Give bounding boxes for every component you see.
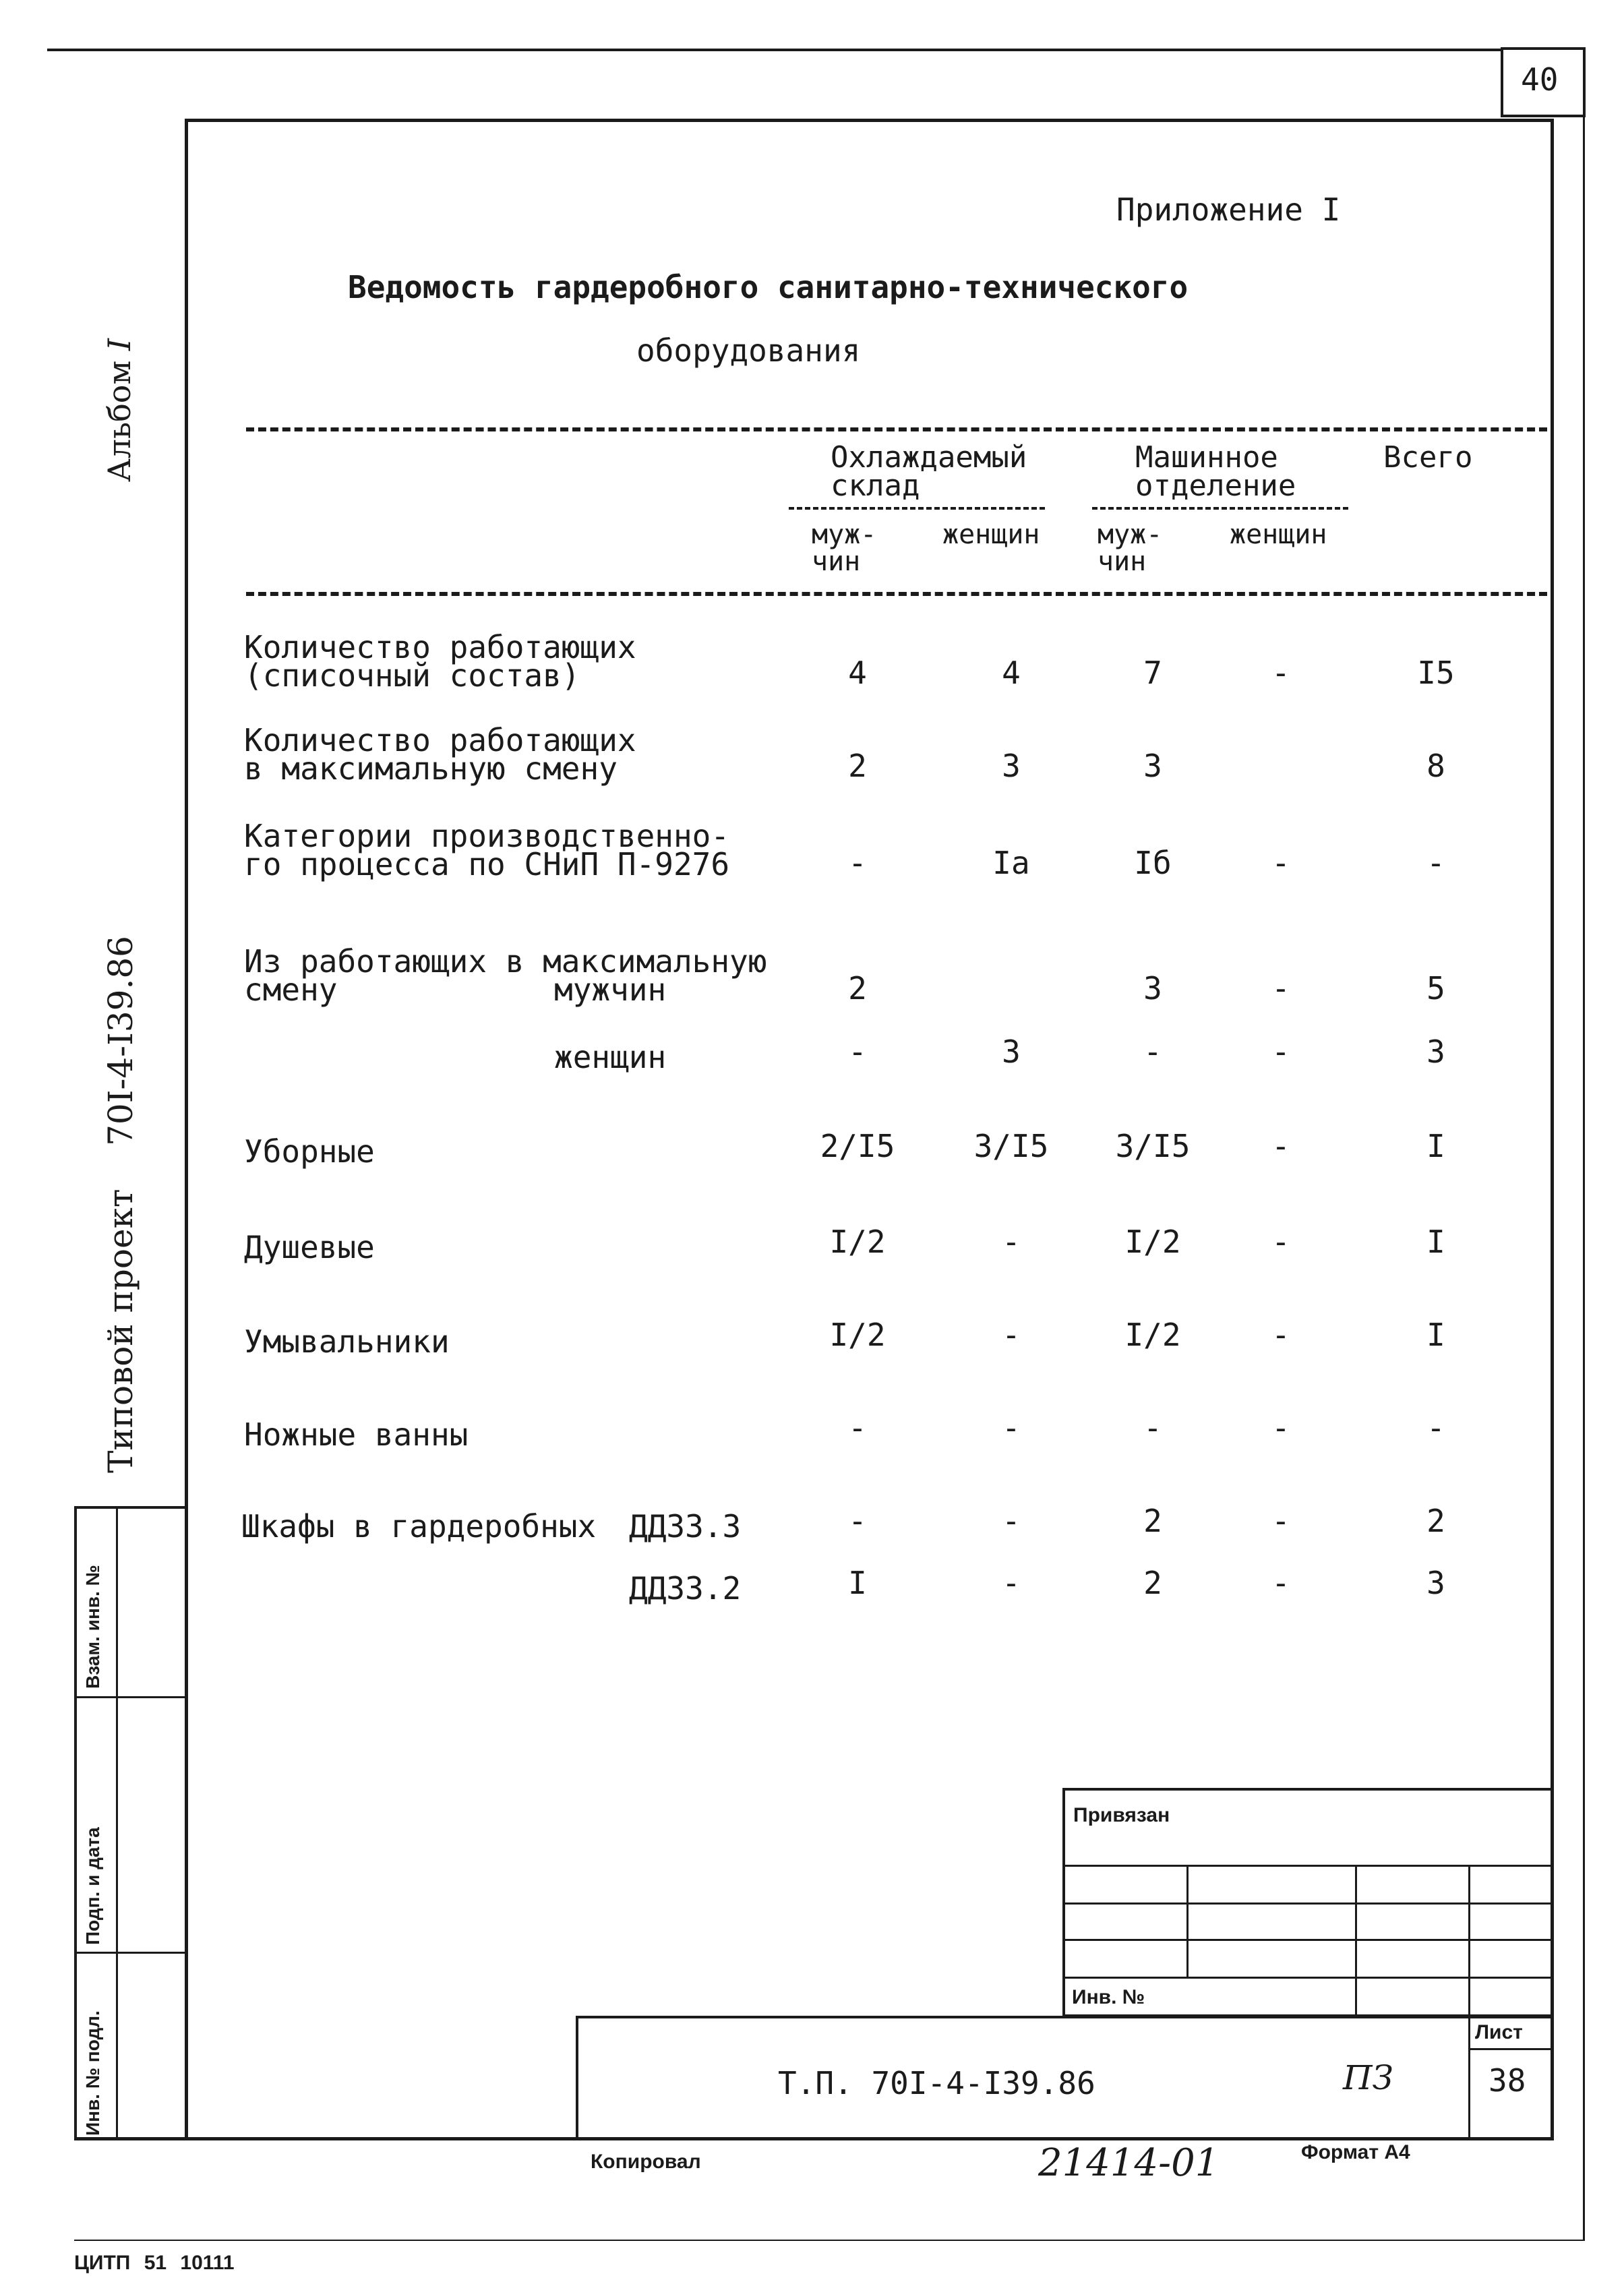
row-label-washbasins: Умывальники	[244, 1323, 450, 1360]
format-label: Формат А4	[1301, 2141, 1410, 2163]
vzam-inv-label: Взам. инв. №	[82, 1565, 103, 1689]
table-cell: 3	[1143, 748, 1162, 784]
inv-podl-label: Инв. № подл.	[82, 2010, 103, 2136]
table-cell: 2/I5	[820, 1128, 895, 1164]
side-stamp-row2	[74, 1952, 187, 1954]
table-cell: I/2	[1124, 1317, 1181, 1353]
row-label-workers-shift: Количество работающих в максимальную смену	[244, 722, 636, 787]
group2-underline	[1092, 507, 1348, 510]
table-cell: 5	[1426, 970, 1445, 1007]
row-label-shift-women: женщин	[554, 1039, 667, 1075]
table-cell: I	[1426, 1317, 1445, 1353]
table-cell: 3	[1426, 1033, 1445, 1070]
row-label-lockers: Шкафы в гардеробных ДДЗЗ.З	[241, 1508, 742, 1545]
top-rule	[47, 49, 1503, 51]
row-label-showers: Душевые	[244, 1229, 375, 1265]
table-cell: 3	[1002, 1033, 1021, 1070]
side-stamp-divider	[116, 1506, 118, 2140]
table-cell: -	[848, 1503, 867, 1539]
designation: Т.П. 70I-4-I39.86	[778, 2065, 1095, 2101]
table-cell: 3	[1143, 970, 1162, 1007]
group2-header: Машинное отделение	[1135, 440, 1296, 503]
table-cell: I	[1426, 1224, 1445, 1260]
men-header-2: муж- чин	[1097, 519, 1163, 577]
appendix-label: Приложение I	[1116, 191, 1341, 228]
row-label-workers-total: Количество работающих (списочный состав)	[244, 629, 636, 694]
table-cell: 4	[1002, 655, 1021, 691]
row-label-category: Категории производственно- го процесса по СНиП П-9276	[244, 818, 730, 882]
table-cell: 4	[848, 655, 867, 691]
privyazan-row1	[1062, 1865, 1552, 1867]
privyazan-col1	[1186, 1865, 1189, 1978]
table-cell: I/2	[829, 1224, 886, 1260]
group1-underline	[789, 507, 1045, 510]
table-cell: -	[1271, 845, 1290, 881]
table-cell: -	[1271, 655, 1290, 691]
table-cell: 2	[1426, 1503, 1445, 1539]
org-code: ЦИТП 51 10111	[74, 2252, 235, 2274]
table-cell: I/2	[829, 1317, 886, 1353]
privyazan-row3	[1062, 1939, 1552, 1941]
handwritten-number: 21414-01	[1038, 2141, 1220, 2185]
project-label: Типовой проект 70I-4-I39.86	[101, 936, 140, 1473]
row-label-footbaths: Ножные ванны	[244, 1416, 469, 1453]
section-code: ПЗ	[1343, 2058, 1393, 2097]
row-label-lockers-2: ДДЗЗ.2	[629, 1570, 742, 1607]
table-cell: 7	[1143, 655, 1162, 691]
table-cell: -	[1271, 1033, 1290, 1070]
women-header-1: женщин	[942, 519, 1040, 550]
title-line1: Ведомость гардеробного санитарно-технического	[348, 269, 1189, 305]
women-header-2: женщин	[1230, 519, 1327, 550]
row-label-toilets: Уборные	[244, 1133, 375, 1170]
table-cell: -	[1002, 1410, 1021, 1446]
table-cell: 2	[1143, 1565, 1162, 1601]
table-cell: -	[1426, 1410, 1445, 1446]
table-cell: 3/I5	[973, 1128, 1049, 1164]
privyazan-col3	[1468, 1865, 1470, 2017]
table-cell: -	[1143, 1410, 1162, 1446]
table-cell: 2	[1143, 1503, 1162, 1539]
table-cell: Iа	[992, 845, 1030, 881]
page-number: 40	[1521, 61, 1559, 98]
table-cell: -	[1271, 970, 1290, 1007]
table-cell: I/2	[1124, 1224, 1181, 1260]
table-cell: -	[848, 845, 867, 881]
table-cell: 3/I5	[1115, 1128, 1191, 1164]
copied-label: Копировал	[591, 2151, 701, 2173]
table-cell: I	[848, 1565, 867, 1601]
table-cell: -	[1143, 1033, 1162, 1070]
row-label-shift-men: Из работающих в максимальную смену мужчин	[244, 943, 767, 1008]
table-cell: I5	[1417, 655, 1455, 691]
group1-header: Охлаждаемый склад	[831, 440, 1027, 503]
inv-no-label: Инв. №	[1072, 1986, 1145, 2008]
table-cell: -	[1271, 1410, 1290, 1446]
table-cell: -	[1002, 1503, 1021, 1539]
table-cell: I	[1426, 1128, 1445, 1164]
table-cell: -	[1002, 1565, 1021, 1601]
sheet-label: Лист	[1475, 2021, 1523, 2043]
sheet-number: 38	[1488, 2062, 1526, 2099]
table-cell: -	[1271, 1224, 1290, 1260]
table-cell: 2	[848, 748, 867, 784]
table-header-rule	[246, 592, 1547, 596]
sheet-col-divider	[1468, 2016, 1470, 2140]
outer-right-edge	[1583, 117, 1585, 2241]
men-header-1: муж- чин	[812, 519, 877, 577]
frame-top	[185, 119, 1553, 122]
table-cell: -	[1271, 1128, 1290, 1164]
table-cell: -	[1271, 1503, 1290, 1539]
privyazan-label: Привязан	[1073, 1804, 1170, 1826]
sheet-label-rule	[1468, 2048, 1552, 2050]
table-cell: -	[848, 1033, 867, 1070]
outer-bottom-edge	[74, 2240, 1584, 2241]
table-cell: -	[1271, 1317, 1290, 1353]
privyazan-row2	[1062, 1902, 1552, 1905]
table-cell: 3	[1002, 748, 1021, 784]
table-cell: -	[1426, 845, 1445, 881]
table-cell: 8	[1426, 748, 1445, 784]
podp-data-label: Подп. и дата	[82, 1827, 103, 1945]
total-header: Всего	[1383, 440, 1473, 475]
privyazan-col2	[1355, 1865, 1357, 2017]
album-label: Альбом I	[101, 338, 138, 482]
privyazan-row4	[1062, 1977, 1552, 1979]
table-cell: 2	[848, 970, 867, 1007]
table-cell: -	[848, 1410, 867, 1446]
table-cell: -	[1271, 1565, 1290, 1601]
side-stamp-row1	[74, 1696, 187, 1698]
table-cell: -	[1002, 1317, 1021, 1353]
table-top-rule	[246, 427, 1547, 431]
table-cell: -	[1002, 1224, 1021, 1260]
title-line2: оборудования	[636, 332, 861, 369]
table-cell: Iб	[1134, 845, 1172, 881]
table-cell: 3	[1426, 1565, 1445, 1601]
